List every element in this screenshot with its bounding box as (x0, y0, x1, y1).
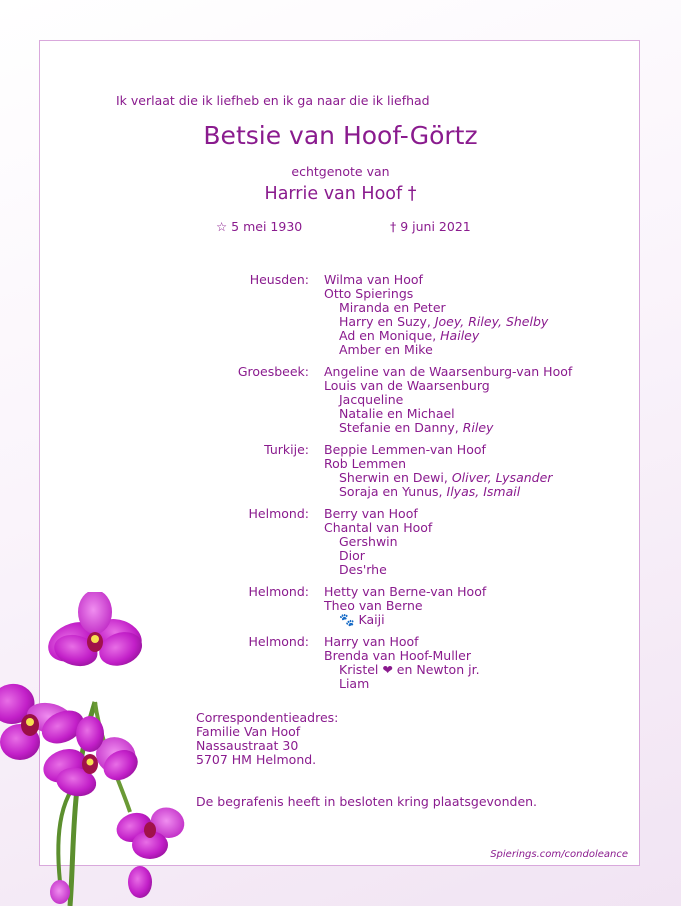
family-member: Des'rhe (339, 562, 387, 577)
family-names (324, 507, 641, 577)
family-names (324, 443, 641, 499)
birth-date: ☆ 5 mei 1930 (216, 219, 303, 234)
death-date: † 9 juni 2021 (390, 219, 471, 234)
spouse-name: Harrie van Hoof † (264, 184, 417, 204)
family-names (324, 365, 641, 435)
family-member: Wilma van Hoof (324, 272, 423, 287)
family-member: Kristel ❤ en Newton jr. (339, 662, 480, 677)
grandchildren-names: Joey, Riley, Shelby (434, 314, 549, 329)
family-place: Helmond: (248, 634, 309, 649)
family-member: Liam (339, 676, 370, 691)
funeral-note: De begrafenis heeft in besloten kring plaatsgevonden. (196, 794, 538, 809)
family-member: Harry en Suzy, Joey, Riley, Shelby (339, 314, 549, 329)
family-group (40, 507, 641, 577)
family-member: Dior (339, 548, 365, 563)
correspondence-label: Correspondentieadres: (196, 710, 339, 725)
address-line: Nassaustraat 30 (196, 738, 299, 753)
family-member: Chantal van Hoof (324, 520, 433, 535)
family-member: Amber en Mike (339, 342, 433, 357)
family-member: Gershwin (339, 534, 398, 549)
family-place: Helmond: (248, 506, 309, 521)
family-member: Hetty van Berne-van Hoof (324, 584, 487, 599)
family-member: 🐾 Kaiji (339, 612, 385, 627)
address-line: Familie Van Hoof (196, 724, 301, 739)
family-names (324, 273, 641, 357)
family-member: Ad en Monique, Hailey (339, 328, 480, 343)
deceased-name: Betsie van Hoof-Görtz (203, 121, 478, 150)
orchid-flower-illustration (0, 592, 200, 906)
family-names (324, 585, 641, 627)
address-line: 5707 HM Helmond. (196, 752, 317, 767)
family-member: Berry van Hoof (324, 506, 418, 521)
family-place: Groesbeek: (237, 364, 309, 379)
family-member: Louis van de Waarsenburg (324, 378, 490, 393)
family-group (40, 273, 641, 357)
grandchildren-names: Hailey (440, 328, 480, 343)
family-member: Natalie en Michael (339, 406, 455, 421)
spouse-intro: echtgenote van (291, 164, 390, 179)
family-member: Brenda van Hoof-Muller (324, 648, 471, 663)
family-place: Heusden: (249, 272, 309, 287)
family-place: Helmond: (248, 584, 309, 599)
family-place: Turkije: (264, 442, 309, 457)
grandchildren-names: Ilyas, Ismail (446, 484, 521, 499)
family-names (324, 635, 641, 691)
family-group (40, 365, 641, 435)
family-member: Soraja en Yunus, Ilyas, Ismail (339, 484, 521, 499)
family-member: Jacqueline (339, 392, 404, 407)
family-member: Beppie Lemmen-van Hoof (324, 442, 486, 457)
grandchildren-names: Riley (462, 420, 494, 435)
family-member: Theo van Berne (324, 598, 423, 613)
family-member: Harry van Hoof (324, 634, 419, 649)
family-member: Sherwin en Dewi, Oliver, Lysander (339, 470, 553, 485)
family-member: Miranda en Peter (339, 300, 446, 315)
footer-url[interactable]: Spierings.com/condoleance (490, 849, 628, 860)
family-member: Otto Spierings (324, 286, 414, 301)
motto-text: Ik verlaat die ik liefheb en ik ga naar die ik liefhad (116, 93, 430, 108)
correspondence-address (196, 711, 338, 767)
family-member: Stefanie en Danny, Riley (339, 420, 494, 435)
family-member: Rob Lemmen (324, 456, 407, 471)
grandchildren-names: Oliver, Lysander (451, 470, 553, 485)
family-group (40, 443, 641, 499)
family-member: Angeline van de Waarsenburg-van Hoof (324, 364, 573, 379)
